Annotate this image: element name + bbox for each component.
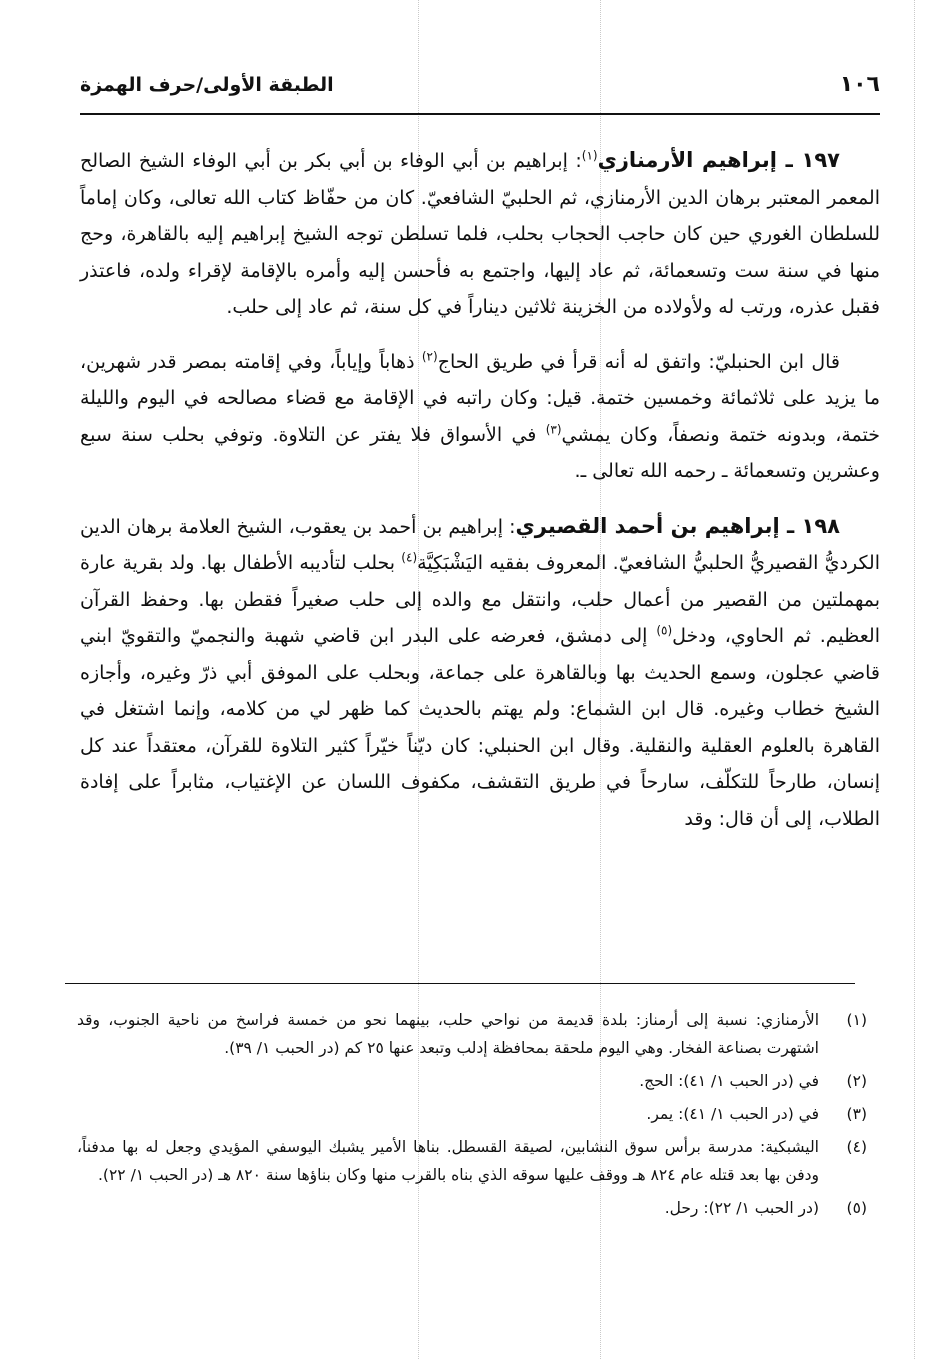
paragraph-text: ذهاباً وإياباً، وفي إقامته بمصر قدر شهرين، ما يزيد على ثلاثمائة وخمسين ختمة. قيل: وكان راتبه في الإقامة مع قضاء مصالحه في اليوم والليلة ختمة، وبدونه ختمة ونصفاً، وكان يمشي: [80, 350, 880, 446]
entry-text: إلى دمشق، فعرضه على البدر ابن قاضي شهبة والنجميّ والتقويّ ابني قاضي عجلون، وسمع الحديث بها وبالقاهرة على جماعة، وبحلب على الموفق أبي ذرّ وغيره، وأجازه الشيخ خطاب وغيره. قال ابن الشماع: ولم يهتم بالحديث كما ظهر لي من كلامه، وإنما اشتغل في القاهرة بالعلوم العقلية والنقلية. وقال ابن الحنبلي: كان ديّناً خيّراً كثير التلاوة للقرآن، معتقداً عند كل إنسان، طارحاً للتكلّف، سارحاً في طريق التقشف، مكفوف اللسان عن الإغتياب، مثابراً على إفادة الطلاب، إلى أن قال: وقد: [80, 625, 880, 830]
footnote-text: في (در الحبب ١/ ٤١): الحج.: [639, 1072, 819, 1090]
footnote-ref: (٣): [545, 422, 562, 437]
entry-title: ١٩٧ ـ إبراهيم الأرمنازي: [597, 148, 840, 172]
footnote-ref: (٤): [401, 550, 418, 565]
entry-title: ١٩٨ ـ إبراهيم بن أحمد القصيري: [515, 513, 840, 538]
footnote-text: الأرمنازي: نسبة إلى أرمناز: بلدة قديمة من نواحي حلب، بينهما نحو من خمسة فراسخ من ناحية الجنوب، وقد اشتهرت بصناعة الفخار. وهي اليوم ملحقة بمحافظة إدلب وتبعد عنها ٢٥ كم (در الحبب ١/ ٣٩).: [77, 1011, 819, 1057]
footnote-text: في (در الحبب ١/ ٤١): يمر.: [646, 1105, 819, 1123]
footnote-number: (٤): [846, 1138, 867, 1156]
footnote-number: (٣): [846, 1105, 867, 1123]
paragraph-text: في الأسواق فلا يفتر عن التلاوة. وتوفي بحلب سنة سبع وعشرين وتسعمائة ـ رحمه الله تعالى ـ.: [80, 423, 880, 482]
footnote: [77, 1006, 867, 1062]
footnote-number: (٢): [846, 1072, 867, 1090]
footnote: [77, 1067, 867, 1095]
footnote-rule: [65, 983, 855, 984]
footnote: [77, 1100, 867, 1128]
entry-text: : إبراهيم بن أحمد بن يعقوب، الشيخ العلامة برهان الدين الكرديُّ القصيريُّ الحلبيُّ الشافعيّ. المعروف بفقيه اليَشْبَكِيَّة: [80, 515, 881, 574]
footnote-number: (١): [846, 1011, 867, 1029]
footnote-number: (٥): [846, 1199, 867, 1217]
entry-198: [80, 508, 880, 838]
page-number: ١٠٦: [839, 72, 880, 97]
main-text: [80, 142, 880, 837]
paragraph-text: قال ابن الحنبليّ: واتفق له أنه قرأ في طريق الحاج: [437, 350, 840, 373]
page-header: [80, 72, 880, 108]
entry-text: : إبراهيم بن أبي الوفاء بن أبي بكر بن أبي الوفاء الشيخ الصالح المعمر المعتبر برهان الدين الأرمنازي، ثم الحلبيّ الشافعيّ. كان من حفّاظ كتاب الله تعالى، وكان إماماً للسلطان الغوري حين كان حاجب الحجاب بحلب، فلما تسلطن توجه الشيخ إبراهيم إليه بالقاهرة، وحج منها في سنة ست وتسعمائة، ثم عاد إليها، واجتمع به فأحسن إليه وأمره بالإقامة لإقراء ولده، فاعتذر فقبل عذره، ورتب له ولأولاده من الخزينة ثلاثين ديناراً في كل سنة، ثم عاد إلى حلب.: [80, 150, 880, 318]
entry-text: بحلب لتأديبه الأطفال بها. ولد بقرية عارة بمهملتين من القصير من أعمال حلب، وانتقل مع والده إلى حلب صغيراً فقطن بها. وحفظ القرآن العظيم. ثم الحاوي، ودخل: [80, 552, 880, 647]
footnote-ref: (٢): [421, 349, 438, 364]
footnote-ref: (٥): [656, 623, 673, 638]
footnote: [77, 1133, 867, 1189]
running-title: الطبقة الأولى/حرف الهمزة: [80, 74, 334, 96]
header-rule: [80, 113, 880, 115]
paragraph-ibn-hanbali: [80, 344, 880, 490]
scan-artifact-line: [914, 0, 915, 1359]
footnotes: [77, 1006, 867, 1227]
footnote-text: (در الحبب ١/ ٢٢): رحل.: [664, 1199, 819, 1217]
footnote-ref: (١): [581, 148, 598, 163]
footnote-text: اليشبكية: مدرسة برأس سوق النشابين، لصيقة القسطل. بناها الأمير يشبك اليوسفي المؤيدي وجعل له بها مدفناً، ودفن بها بعد قتله عام ٨٢٤ هـ ووقف عليها سوقه الذي بناه بالقرب منها وكان بناؤها سنة ٨٢٠ هـ (در الحبب ١/ ٢٢).: [77, 1138, 819, 1184]
entry-197: [80, 142, 880, 326]
footnote: [77, 1194, 867, 1222]
